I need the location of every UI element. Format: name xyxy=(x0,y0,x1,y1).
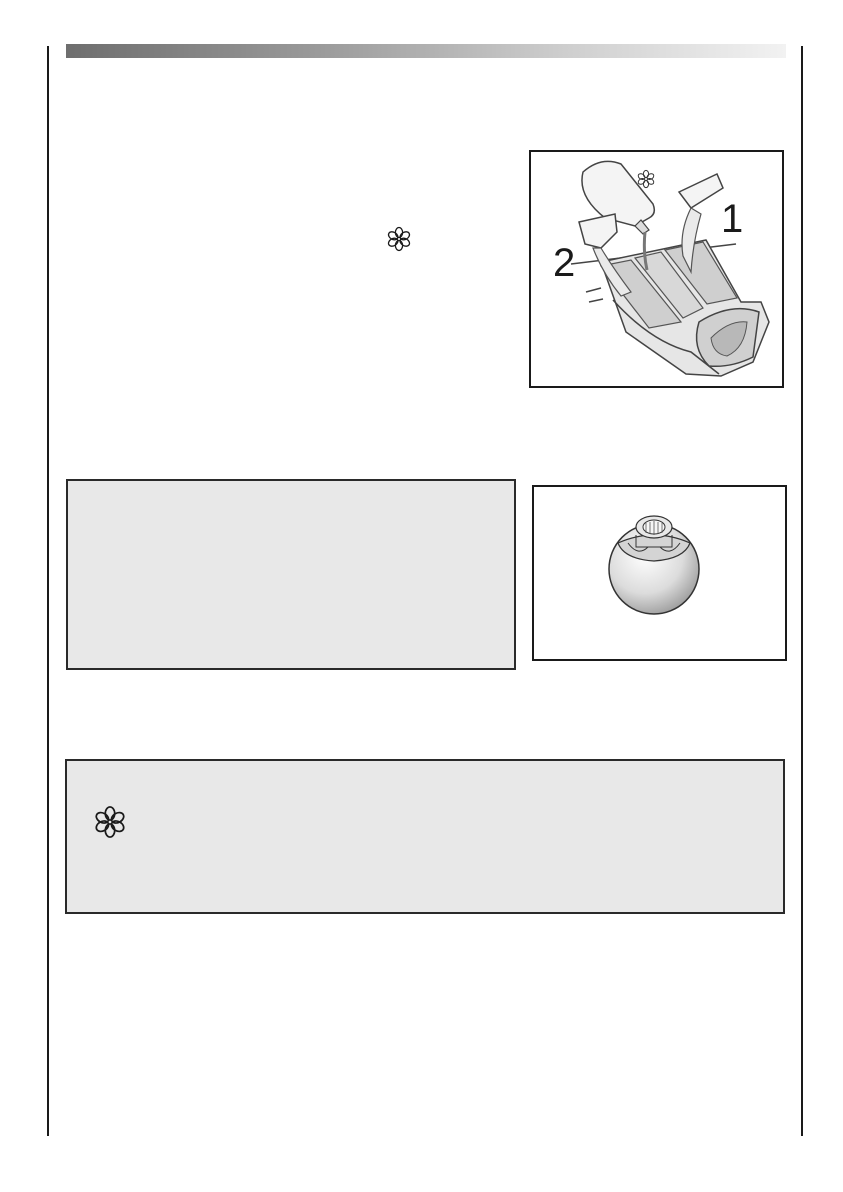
softener-flower-icon xyxy=(386,226,412,252)
dispenser-drawer-figure xyxy=(529,150,784,388)
softener-note-flower-icon xyxy=(93,805,127,839)
info-note-box xyxy=(66,479,516,670)
compartment-label-1: 1 xyxy=(721,197,744,241)
dosing-ball-illustration xyxy=(534,487,785,659)
compartment-label-2: 2 xyxy=(553,241,576,285)
dispenser-drawer-illustration xyxy=(531,152,782,386)
softener-note-box xyxy=(65,759,785,914)
left-margin-line xyxy=(47,46,49,1136)
dosing-ball-figure xyxy=(532,485,787,661)
header-bar xyxy=(66,44,786,58)
right-margin-line xyxy=(801,46,803,1136)
